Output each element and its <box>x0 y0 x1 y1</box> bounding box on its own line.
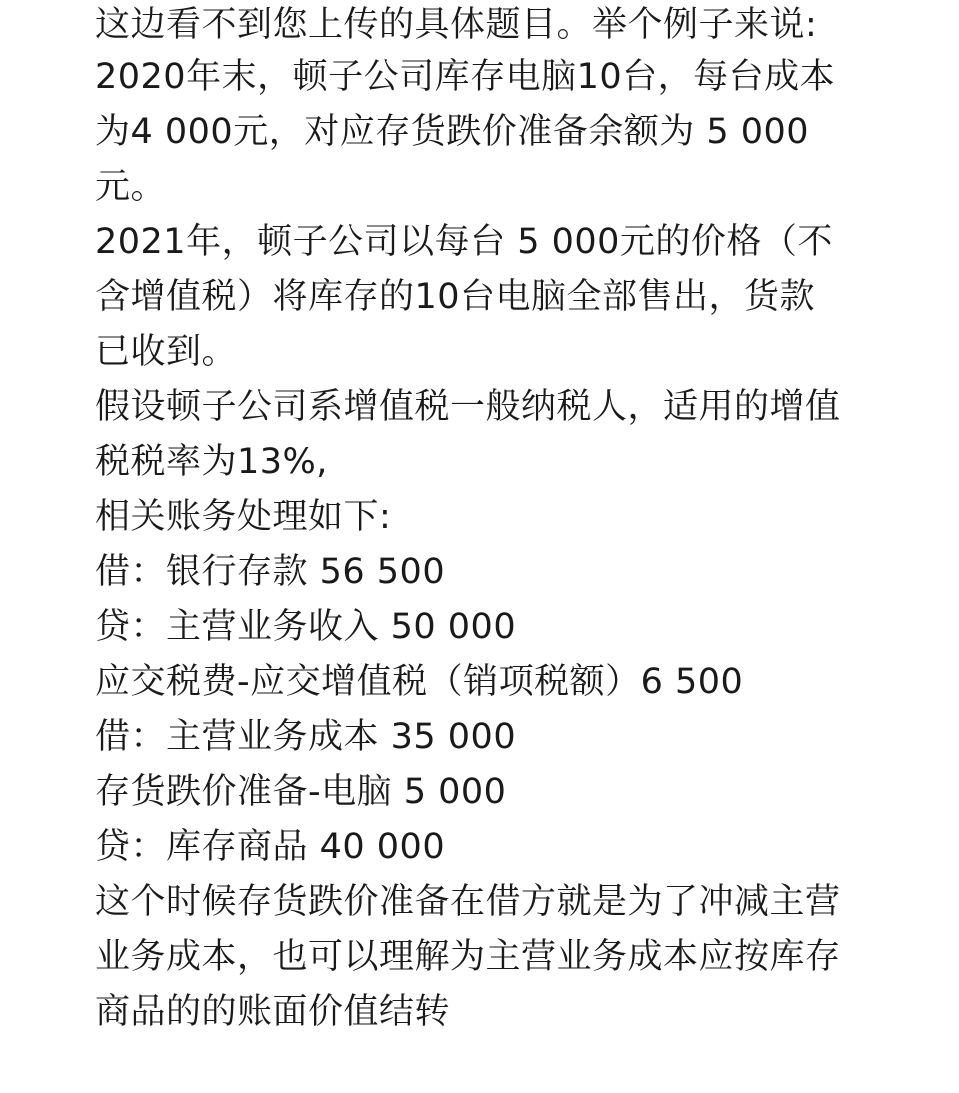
text-line: 为4 000元，对应存货跌价准备余额为 5 000 <box>95 112 810 152</box>
journal-entry-line: 贷：主营业务收入 50 000 <box>95 607 517 647</box>
journal-entry-line: 贷：库存商品 40 000 <box>95 827 446 867</box>
text-line: 假设顿子公司系增值税一般纳税人，适用的增值 <box>95 387 841 427</box>
text-line: 2020年末，顿子公司库存电脑10台，每台成本 <box>95 57 836 97</box>
journal-entry-line: 应交税费-应交增值税（销项税额）6 500 <box>95 662 744 702</box>
journal-entry-line: 借：主营业务成本 35 000 <box>95 717 517 757</box>
journal-entry-line: 存货跌价准备-电脑 5 000 <box>95 772 507 812</box>
text-line: 税税率为13%, <box>95 442 328 482</box>
message-text <box>95 0 925 1040</box>
text-line: 这个时候存货跌价准备在借方就是为了冲减主营 <box>95 882 841 922</box>
text-line: 2021年，顿子公司以每台 5 000元的价格（不 <box>95 222 833 262</box>
text-line: 业务成本，也可以理解为主营业务成本应按库存 <box>95 937 841 977</box>
journal-entry-line: 借：银行存款 56 500 <box>95 552 446 592</box>
text-line: 元。 <box>95 167 167 207</box>
text-line: 相关账务处理如下: <box>95 497 392 537</box>
text-line: 这边看不到您上传的具体题目。举个例子来说: <box>95 5 818 45</box>
text-line: 已收到。 <box>95 332 238 372</box>
text-line: 含增值税）将库存的10台电脑全部售出，货款 <box>95 277 816 317</box>
text-line: 商品的的账面价值结转 <box>95 992 451 1032</box>
